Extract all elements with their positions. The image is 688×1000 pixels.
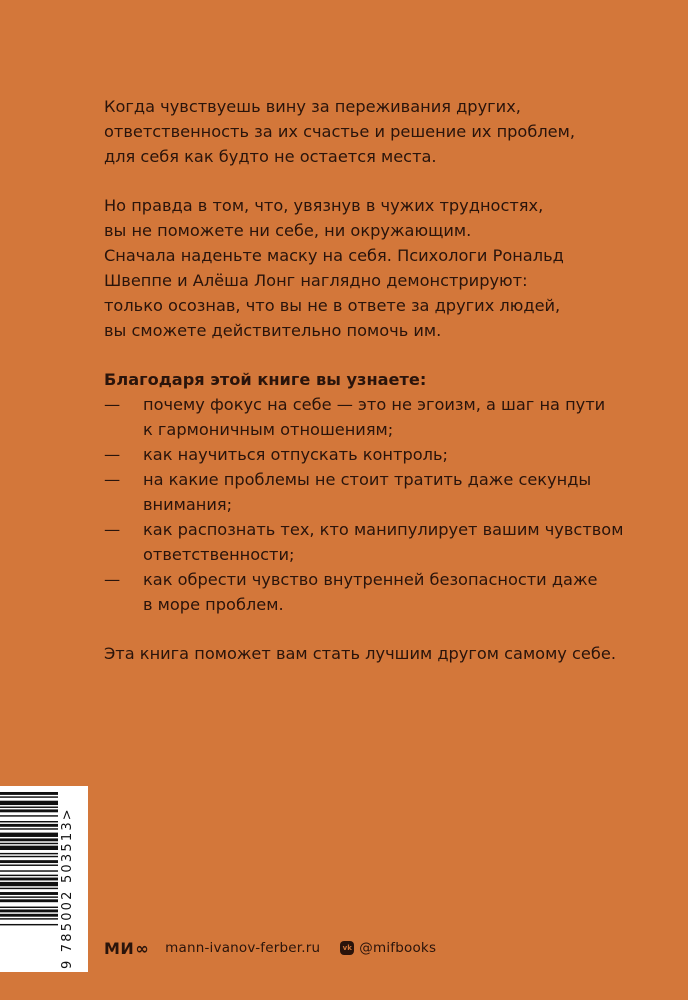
isbn-arrow: > — [60, 807, 75, 821]
intro-line: Когда чувствуешь вину за переживания других, — [104, 97, 521, 116]
barcode-bar — [0, 909, 58, 912]
barcode-bar — [0, 828, 58, 829]
benefit-line: на какие проблемы не стоит тратить даже секунды — [143, 470, 592, 489]
barcode-bar — [0, 824, 58, 827]
barcode-bar — [0, 865, 58, 866]
barcode-bar — [0, 870, 58, 871]
barcode-bar — [0, 888, 58, 889]
benefit-item — [104, 517, 644, 567]
publisher-logo — [104, 939, 149, 958]
logo-letters: МИ — [104, 938, 135, 958]
benefit-line: почему фокус на себе — это не эгоизм, а шаг на пути — [143, 395, 606, 414]
benefit-line: как научиться отпускать контроль; — [143, 445, 448, 464]
barcode-bar — [0, 878, 58, 881]
closing-sentence: Эта книга поможет вам стать лучшим другом самому себе. — [104, 644, 616, 663]
barcode-bar — [0, 821, 58, 822]
barcode-bar — [0, 846, 58, 850]
benefit-line: ответственности; — [143, 545, 295, 564]
barcode-bar — [0, 899, 58, 902]
barcode-bar — [0, 843, 58, 844]
benefit-line: в море проблем. — [143, 595, 284, 614]
benefits-section — [104, 367, 644, 617]
barcode-bar — [0, 815, 58, 816]
intro-paragraph — [104, 94, 644, 169]
benefit-line: как обрести чувство внутренней безопасности даже — [143, 570, 598, 589]
barcode-bar — [0, 875, 58, 876]
benefit-item — [104, 392, 644, 442]
truth-line: вы сможете действительно помочь им. — [104, 321, 442, 340]
isbn-barcode — [0, 786, 88, 972]
barcode-bar — [0, 792, 58, 795]
barcode-bar — [0, 807, 58, 808]
benefit-item — [104, 442, 644, 467]
truth-line: Сначала наденьте маску на себя. Психологи Рональд — [104, 246, 564, 265]
barcode-bar — [0, 896, 58, 897]
truth-line: Швеппе и Алёша Лонг наглядно демонстрируют: — [104, 271, 528, 290]
social-handle: @mifbooks — [359, 940, 437, 956]
intro-line: для себя как будто не остается места. — [104, 147, 437, 166]
barcode-bar — [0, 882, 58, 886]
barcode-bar — [0, 833, 58, 837]
logo-infinity-mark: ∞ — [135, 938, 150, 958]
isbn-number — [60, 807, 75, 969]
vk-icon: vk — [340, 941, 354, 955]
publisher-website: mann-ivanov-ferber.ru — [165, 940, 321, 956]
truth-line: только осознав, что вы не в ответе за других людей, — [104, 296, 561, 315]
barcode-bar — [0, 918, 58, 919]
publisher-footer — [104, 936, 436, 960]
isbn-digits-text: 9 785002 503513 — [60, 820, 75, 969]
benefit-item — [104, 567, 644, 617]
truth-line: вы не поможете ни себе, ни окружающим. — [104, 221, 472, 240]
dash-bullet: — — [104, 570, 121, 589]
barcode-bar — [0, 838, 58, 841]
benefit-line: внимания; — [143, 495, 233, 514]
blurb-text — [104, 94, 644, 666]
benefit-line: как распознать тех, кто манипулирует вашим чувством — [143, 520, 624, 539]
benefit-line: к гармоничным отношениям; — [143, 420, 394, 439]
barcode-bar — [0, 914, 58, 917]
dash-bullet: — — [104, 395, 121, 414]
barcode-bar — [0, 856, 58, 857]
benefits-heading: Благодаря этой книге вы узнаете: — [104, 370, 427, 389]
barcode-bar — [0, 809, 58, 812]
dash-bullet: — — [104, 445, 121, 464]
barcode-bar — [0, 907, 58, 908]
barcode-bar — [0, 796, 58, 797]
barcode-bar — [0, 892, 58, 895]
truth-line: Но правда в том, что, увязнув в чужих трудностях, — [104, 196, 544, 215]
barcode-bar — [0, 801, 58, 805]
dash-bullet: — — [104, 520, 121, 539]
barcode-bar — [0, 853, 58, 854]
benefit-item — [104, 467, 644, 517]
intro-line: ответственность за их счастье и решение их проблем, — [104, 122, 575, 141]
dash-bullet: — — [104, 470, 121, 489]
barcode-bar — [0, 860, 58, 863]
barcode-bar — [0, 924, 58, 925]
truth-paragraph — [104, 193, 644, 343]
